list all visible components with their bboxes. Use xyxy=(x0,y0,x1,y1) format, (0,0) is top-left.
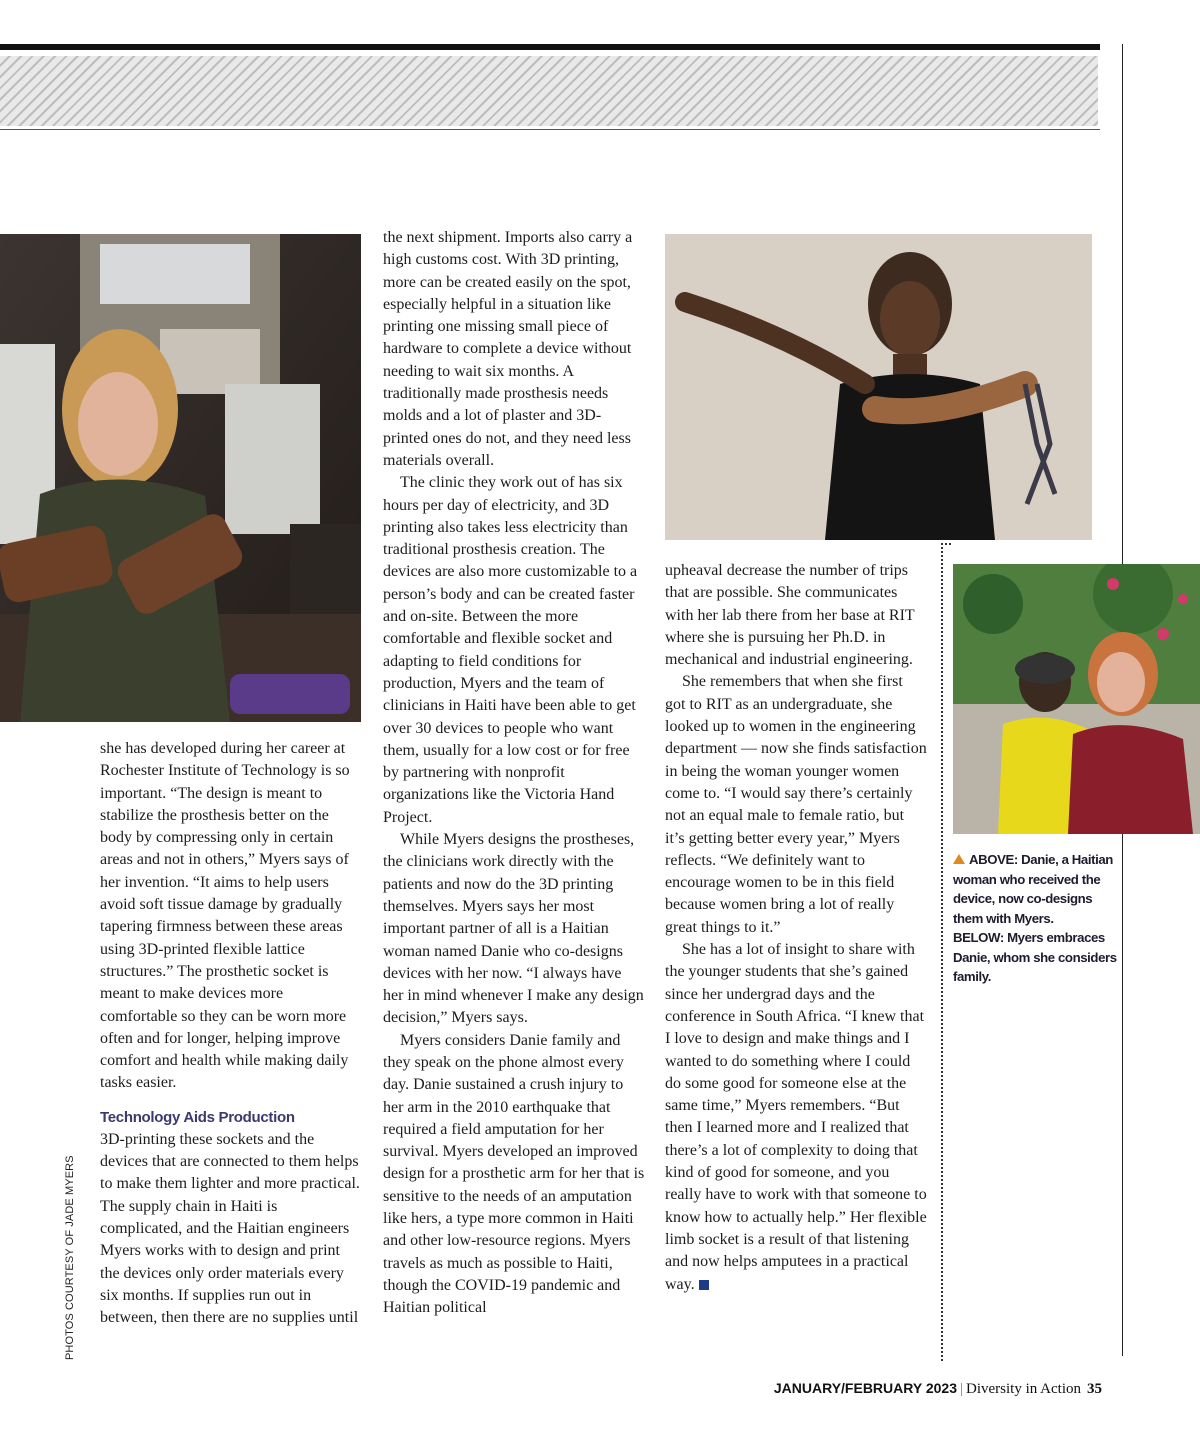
photo-myers-danie-embrace xyxy=(953,564,1200,834)
column-2-paragraph-1: the next shipment. Imports also carry a high customs cost. With 3D printing, more can be created easily on the spot, especially helpful in a situation like printing one missing small piece of hardware to complete a device without needing to wait six months. A traditionally made prosthesis needs molds and a lot of plaster and 3D-printed ones do not, and they need less materials overall. xyxy=(383,229,633,469)
caption-below: BELOW: Myers embraces Danie, whom she considers family. xyxy=(953,930,1117,984)
caption-above: ABOVE: Danie, a Haitian woman who received the device, now co-designs them with Myers. xyxy=(953,852,1113,926)
header-rule xyxy=(0,129,1100,130)
photo-caption xyxy=(953,850,1118,987)
section-heading: Technology Aids Production xyxy=(100,1108,295,1126)
column-1-paragraph-1: she has developed during her career at Rochester Institute of Technology is so important. “The design is meant to stabilize the prosthesis better on the body by compressing only in certain areas and not in others,” Myers says of her invention. “It aims to help users avoid soft tissue damage by gradually tapering firmness between these areas using 3D-printed flexible lattice structures.” The prosthetic socket is meant to make devices more comfortable so they can be worn more often and for longer, helping improve comfort and health while making daily tasks easier. xyxy=(100,740,350,1092)
column-2-paragraph-2: The clinic they work out of has six hours per day of electricity, and 3D printing also takes less electricity than traditional prosthesis creation. The devices are also more customizable to a person’s body and can be created faster and on-site. Between the more comfortable and flexible socket and adapting to field conditions for production, Myers and the team of clinicians in Haiti have been able to get over 30 devices to people who want them, usually for a low cost or for free by partnering with nonprofit organizations like the Victoria Hand Project. xyxy=(383,474,638,826)
column-3-paragraph-1: upheaval decrease the number of trips that are possible. She communicates with her lab there from her base at RIT where she is pursuing her Ph.D. in mechanical and industrial engineering. xyxy=(665,562,915,669)
column-2-paragraph-3: While Myers designs the prostheses, the clinicians work directly with the patients and now do the 3D printing themselves. Myers says her most important partner of all is a Haitian woman named Danie who co-designs devices with her now. “I always have her in mind whenever I make any design decision,” Myers says. xyxy=(383,831,644,1027)
footer-separator: | xyxy=(959,1381,963,1397)
header-hatch-band xyxy=(0,56,1098,126)
footer-issue: JANUARY/FEBRUARY 2023 xyxy=(773,1380,957,1396)
page-number: 35 xyxy=(1087,1381,1102,1397)
photo-danie-prosthesis xyxy=(665,234,1092,540)
column-divider-dotted xyxy=(941,543,943,1361)
photo-myers-lab xyxy=(0,234,361,722)
article-column-1 xyxy=(100,738,361,1329)
page-footer xyxy=(774,1380,1102,1398)
article-column-2 xyxy=(383,227,645,1320)
end-of-article-square-icon xyxy=(699,1280,709,1290)
column-1-paragraph-2: 3D-printing these sockets and the devices that are connected to them helps to make them lighter and more practical. The supply chain in Haiti is complicated, and the Haitian engineers Myers works with to design and print the devices only order materials every six months. If supplies run out in between, then there are no supplies until xyxy=(100,1130,360,1327)
column-3-paragraph-2: She remembers that when she first got to RIT as an undergraduate, she looked up to women in the engineering department — now she finds satisfaction in being the woman younger women come to. “I would say there’s certainly not an equal male to female ratio, but it’s getting better every year,” Myers reflects. “We definitely want to encourage women to be in this field because women bring a lot of really great things to it.” xyxy=(665,673,927,936)
top-rule xyxy=(0,44,1100,50)
column-2-paragraph-4: Myers considers Danie family and they speak on the phone almost every day. Danie sustained a crush injury to her arm in the 2010 earthquake that required a field amputation for her survival. Myers developed an improved design for a prosthetic arm for her that is sensitive to the needs of an amputation like hers, a type more common in Haiti and other low-resource regions. Myers travels as much as possible to Haiti, though the COVID-19 pandemic and Haitian political xyxy=(383,1031,645,1317)
up-triangle-icon xyxy=(953,854,965,864)
footer-magazine-name: Diversity in Action xyxy=(966,1381,1081,1397)
column-divider-dotted-tick xyxy=(941,543,951,545)
photo-credit: PHOTOS COURTESY OF JADE MYERS xyxy=(64,1155,76,1360)
article-column-3 xyxy=(665,560,927,1296)
column-3-paragraph-3: She has a lot of insight to share with the younger students that she’s gained since her undergrad days and the conference in South Africa. “I knew that I love to design and make things and I wanted to do something where I could do some good for someone else at the same time,” Myers remembers. “But then I learned more and I realized that there’s a lot of complexity to doing that kind of good for someone, and you really have to work with that someone to know how to actually help.” Her flexible limb socket is a result of that listening and now helps amputees in a practical way. xyxy=(665,941,927,1293)
